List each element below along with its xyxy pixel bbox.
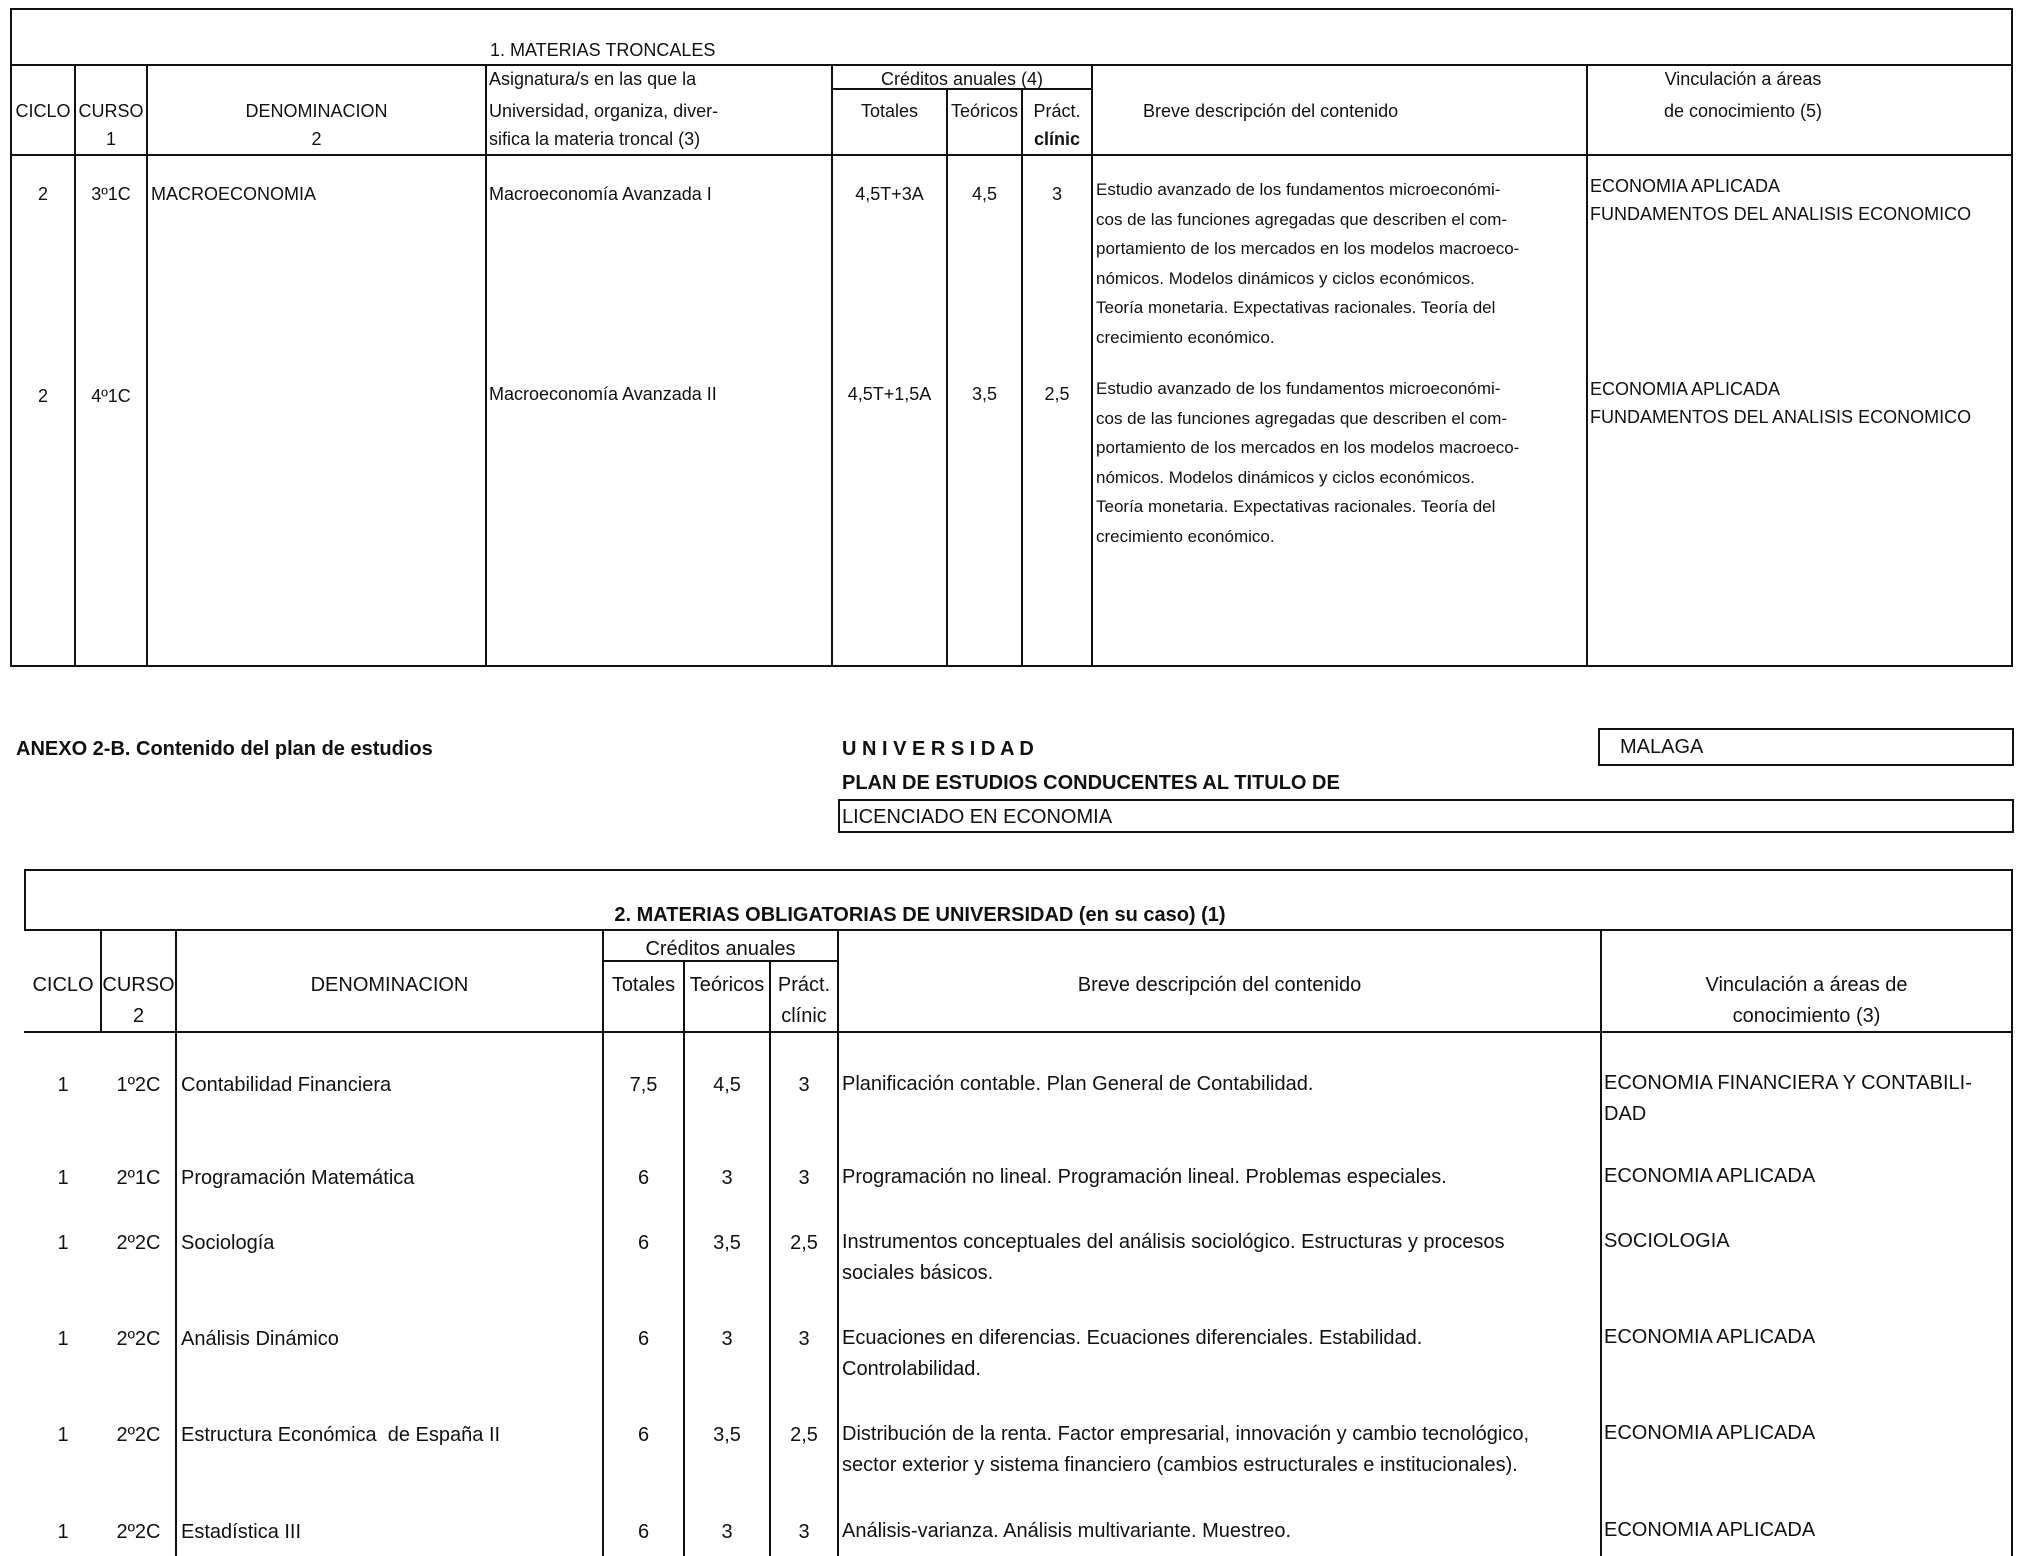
cell-ciclo: 1: [57, 1521, 69, 1543]
desc-line: Ecuaciones en diferencias. Ecuaciones diferenciales. Estabilidad.: [842, 1327, 1423, 1349]
cell-practicos: 3: [798, 1074, 810, 1096]
header-denominacion-num: 2: [311, 129, 322, 149]
desc-line: sociales básicos.: [842, 1262, 994, 1284]
desc-line: Estudio avanzado de los fundamentos microeconómi-: [1096, 180, 1501, 199]
cell-practicos: 3: [1051, 184, 1062, 204]
header-denominacion: DENOMINACION: [310, 974, 469, 996]
cell-area: [1604, 1226, 1730, 1257]
cell-practicos: 2,5: [790, 1232, 818, 1254]
desc-line: nómicos. Modelos dinámicos y ciclos económicos.: [1096, 467, 1475, 487]
cell-area: ECONOMIA APLICADA: [1590, 379, 1781, 399]
area-line: ECONOMIA FINANCIERA Y CONTABILI-: [1604, 1072, 1972, 1094]
desc-line: crecimiento económico.: [1096, 526, 1275, 546]
cell-teoricos: 4,5: [971, 184, 998, 204]
universidad-value: MALAGA: [1620, 736, 1704, 758]
area-line: ECONOMIA APLICADA: [1604, 1165, 1816, 1187]
header-vinc-l1: Vinculación a áreas de: [1705, 974, 1908, 996]
area-line: ECONOMIA APLICADA: [1604, 1519, 1816, 1541]
cell-area: [1604, 1515, 1815, 1546]
cell-curso: 2º2C: [116, 1328, 161, 1350]
cell-description: [842, 1516, 1291, 1547]
cell-description: [842, 1162, 1447, 1193]
header-totales: Totales: [611, 974, 676, 996]
cell-totales: 4,5T+1,5A: [847, 384, 932, 404]
cell-ciclo: 2: [37, 386, 48, 406]
cell-teoricos: 3: [721, 1328, 733, 1350]
header-curso: CURSO: [102, 974, 175, 996]
cell-curso: 2º2C: [116, 1232, 161, 1254]
desc-line: portamiento de los mercados en los modelos macroeco-: [1096, 438, 1520, 457]
cell-ciclo: 1: [57, 1424, 69, 1446]
cell-ciclo: 1: [57, 1232, 69, 1254]
cell-description: [1096, 175, 1519, 352]
header-pract: Práct.: [1033, 101, 1081, 121]
cell-description: [842, 1227, 1505, 1289]
table2-title: 2. MATERIAS OBLIGATORIAS DE UNIVERSIDAD (en su caso) (1): [614, 904, 1226, 926]
header-breve: Breve descripción del contenido: [1077, 974, 1362, 996]
header-asignatura-l3: sifica la materia troncal (3): [489, 129, 701, 149]
cell-totales: 4,5T+3A: [855, 184, 924, 204]
header-vinc-l2: de conocimiento (5): [1663, 101, 1823, 121]
cell-denominacion: Programación Matemática: [181, 1167, 415, 1189]
header-vinc-l1: Vinculación a áreas: [1664, 69, 1822, 89]
cell-teoricos: 3: [721, 1167, 733, 1189]
cell-curso: 2º1C: [116, 1167, 161, 1189]
desc-line: Planificación contable. Plan General de Contabilidad.: [842, 1073, 1314, 1095]
cell-denominacion: Estadística III: [181, 1521, 302, 1543]
cell-totales: 7,5: [629, 1074, 658, 1096]
cell-description: [1096, 374, 1519, 551]
cell-teoricos: 3,5: [971, 384, 998, 404]
desc-line: Teoría monetaria. Expectativas racionales. Teoría del: [1096, 497, 1496, 516]
cell-totales: 6: [637, 1167, 650, 1189]
header-clinic: clínic: [1033, 129, 1081, 149]
cell-denominacion: Contabilidad Financiera: [181, 1074, 392, 1096]
header-curso-num: 1: [105, 129, 116, 149]
header-breve: Breve descripción del contenido: [1143, 101, 1399, 121]
cell-curso: 2º2C: [116, 1521, 161, 1543]
desc-line: cos de las funciones agregadas que describen el com-: [1096, 408, 1508, 428]
header-clinic: clínic: [781, 1005, 827, 1027]
cell-area: ECONOMIA APLICADA: [1590, 176, 1781, 196]
titulo-value: LICENCIADO EN ECONOMIA: [842, 806, 1113, 828]
desc-line: Análisis-varianza. Análisis multivariante. Muestreo.: [842, 1520, 1292, 1542]
cell-practicos: 2,5: [790, 1424, 818, 1446]
area-line: ECONOMIA APLICADA: [1604, 1326, 1816, 1348]
cell-area: FUNDAMENTOS DEL ANALISIS ECONOMICO: [1590, 407, 1972, 427]
cell-description: [842, 1419, 1529, 1481]
header-curso: CURSO: [78, 101, 144, 121]
cell-asignatura: Macroeconomía Avanzada II: [489, 384, 717, 404]
desc-line: Distribución de la renta. Factor empresarial, innovación y cambio tecnológico,: [842, 1423, 1530, 1445]
cell-area: FUNDAMENTOS DEL ANALISIS ECONOMICO: [1590, 204, 1972, 224]
cell-area: [1604, 1161, 1815, 1192]
header-curso-num: 2: [132, 1005, 145, 1027]
area-line: ECONOMIA APLICADA: [1604, 1422, 1816, 1444]
desc-line: Estudio avanzado de los fundamentos microeconómi-: [1096, 379, 1501, 398]
desc-line: sector exterior y sistema financiero (cambios estructurales e institucionales).: [842, 1454, 1518, 1476]
header-teoricos: Teóricos: [689, 974, 765, 996]
desc-line: crecimiento económico.: [1096, 327, 1275, 347]
cell-practicos: 3: [798, 1521, 810, 1543]
cell-practicos: 2,5: [1044, 384, 1070, 404]
cell-totales: 6: [637, 1232, 650, 1254]
cell-ciclo: 1: [57, 1074, 69, 1096]
header-teoricos: Teóricos: [950, 101, 1019, 121]
cell-denominacion: MACROECONOMIA: [151, 184, 317, 204]
cell-description: [842, 1323, 1422, 1385]
header-creditos: Créditos anuales (4): [880, 69, 1044, 89]
cell-area: [1604, 1418, 1815, 1449]
header-asignatura-l2: Universidad, organiza, diver-: [489, 101, 719, 121]
anexo-title: ANEXO 2-B. Contenido del plan de estudios: [16, 738, 433, 760]
header-vinc-l2: conocimiento (3): [1732, 1005, 1881, 1027]
cell-teoricos: 4,5: [713, 1074, 741, 1096]
header-denominacion: DENOMINACION: [245, 101, 388, 121]
cell-area: [1604, 1322, 1815, 1353]
cell-ciclo: 1: [57, 1167, 69, 1189]
plan-label: PLAN DE ESTUDIOS CONDUCENTES AL TITULO DE: [842, 772, 1340, 794]
header-ciclo: CICLO: [15, 101, 71, 121]
cell-denominacion: Estructura Económica de España II: [181, 1424, 501, 1446]
cell-teoricos: 3,5: [713, 1424, 741, 1446]
cell-curso: 4º1C: [91, 386, 131, 406]
universidad-label: U N I V E R S I D A D: [842, 738, 1034, 760]
table1-title: 1. MATERIAS TRONCALES: [490, 40, 716, 60]
cell-curso: 1º2C: [116, 1074, 161, 1096]
cell-curso: 2º2C: [116, 1424, 161, 1446]
cell-totales: 6: [637, 1424, 650, 1446]
header-pract: Práct.: [777, 974, 831, 996]
cell-teoricos: 3: [721, 1521, 733, 1543]
header-asignatura-l1: Asignatura/s en las que la: [489, 69, 697, 89]
cell-totales: 6: [637, 1328, 650, 1350]
desc-line: Programación no lineal. Programación lineal. Problemas especiales.: [842, 1166, 1447, 1188]
desc-line: Teoría monetaria. Expectativas racionales. Teoría del: [1096, 298, 1496, 317]
header-totales: Totales: [860, 101, 919, 121]
cell-curso: 3º1C: [91, 184, 131, 204]
cell-teoricos: 3,5: [713, 1232, 741, 1254]
desc-line: Controlabilidad.: [842, 1358, 981, 1380]
cell-practicos: 3: [798, 1167, 810, 1189]
cell-denominacion: Sociología: [181, 1232, 275, 1254]
area-line: DAD: [1604, 1103, 1647, 1125]
cell-asignatura: Macroeconomía Avanzada I: [489, 184, 712, 204]
cell-ciclo: 2: [37, 184, 48, 204]
cell-ciclo: 1: [57, 1328, 69, 1350]
cell-description: [842, 1069, 1313, 1100]
desc-line: cos de las funciones agregadas que describen el com-: [1096, 209, 1508, 229]
header-creditos: Créditos anuales: [645, 938, 796, 960]
desc-line: nómicos. Modelos dinámicos y ciclos económicos.: [1096, 268, 1475, 288]
cell-denominacion: Análisis Dinámico: [181, 1328, 339, 1350]
cell-practicos: 3: [798, 1328, 810, 1350]
area-line: SOCIOLOGIA: [1604, 1230, 1730, 1252]
cell-totales: 6: [637, 1521, 650, 1543]
desc-line: portamiento de los mercados en los modelos macroeco-: [1096, 239, 1520, 258]
desc-line: Instrumentos conceptuales del análisis sociológico. Estructuras y procesos: [842, 1231, 1505, 1253]
cell-area: [1604, 1068, 1972, 1130]
header-ciclo: CICLO: [32, 974, 94, 996]
